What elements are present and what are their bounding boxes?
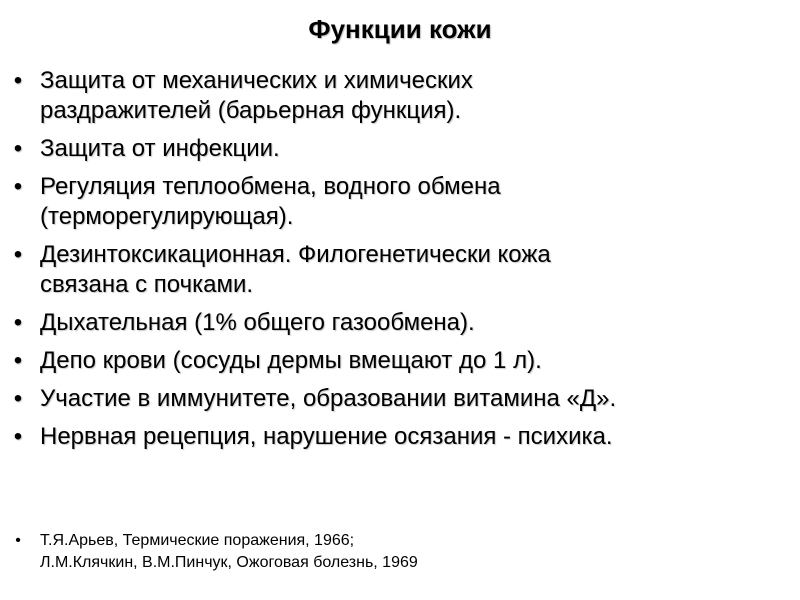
reference-line: Л.М.Клячкин, В.М.Пинчук, Ожоговая болезнь, 1969 [40, 554, 418, 571]
list-item-line: раздражителей (барьерная функция). [40, 97, 462, 124]
list-item [2, 308, 800, 338]
list-item [2, 346, 800, 376]
bullet-icon: • [13, 309, 23, 336]
list-item-line: (терморегулирующая). [40, 203, 294, 230]
list-item-line: Участие в иммунитете, образовании витамина «Д». [40, 385, 617, 412]
bullet-icon: • [13, 385, 23, 412]
bullet-icon: • [13, 347, 23, 374]
list-item-line: Депо крови (сосуды дермы вмещают до 1 л). [40, 347, 542, 374]
bullet-icon: • [15, 532, 21, 549]
slide-title: Функции кожи [308, 14, 492, 44]
list-item [2, 134, 800, 164]
reference-item [2, 530, 800, 574]
list-item [2, 384, 800, 414]
list-item-line: Дыхательная (1% общего газообмена). [40, 309, 475, 336]
list-item-line: Защита от механических и химических [40, 67, 473, 94]
list-item [2, 422, 800, 452]
list-item [2, 240, 800, 300]
list-item [2, 172, 800, 232]
reference-line: Т.Я.Арьев, Термические поражения, 1966; [40, 532, 355, 549]
function-list [0, 66, 800, 460]
bullet-icon: • [13, 423, 23, 450]
list-item-line: Дезинтоксикационная. Филогенетически кожа [40, 241, 551, 268]
bullet-icon: • [13, 135, 23, 162]
bullet-icon: • [13, 67, 23, 94]
list-item [2, 66, 800, 126]
list-item-line: Нервная рецепция, нарушение осязания - психика. [40, 423, 613, 450]
list-item-line: связана с почками. [40, 271, 254, 298]
bullet-icon: • [13, 173, 23, 200]
bullet-icon: • [13, 241, 23, 268]
list-item-line: Защита от инфекции. [40, 135, 280, 162]
list-item-line: Регуляция теплообмена, водного обмена [40, 173, 501, 200]
references [0, 530, 800, 574]
